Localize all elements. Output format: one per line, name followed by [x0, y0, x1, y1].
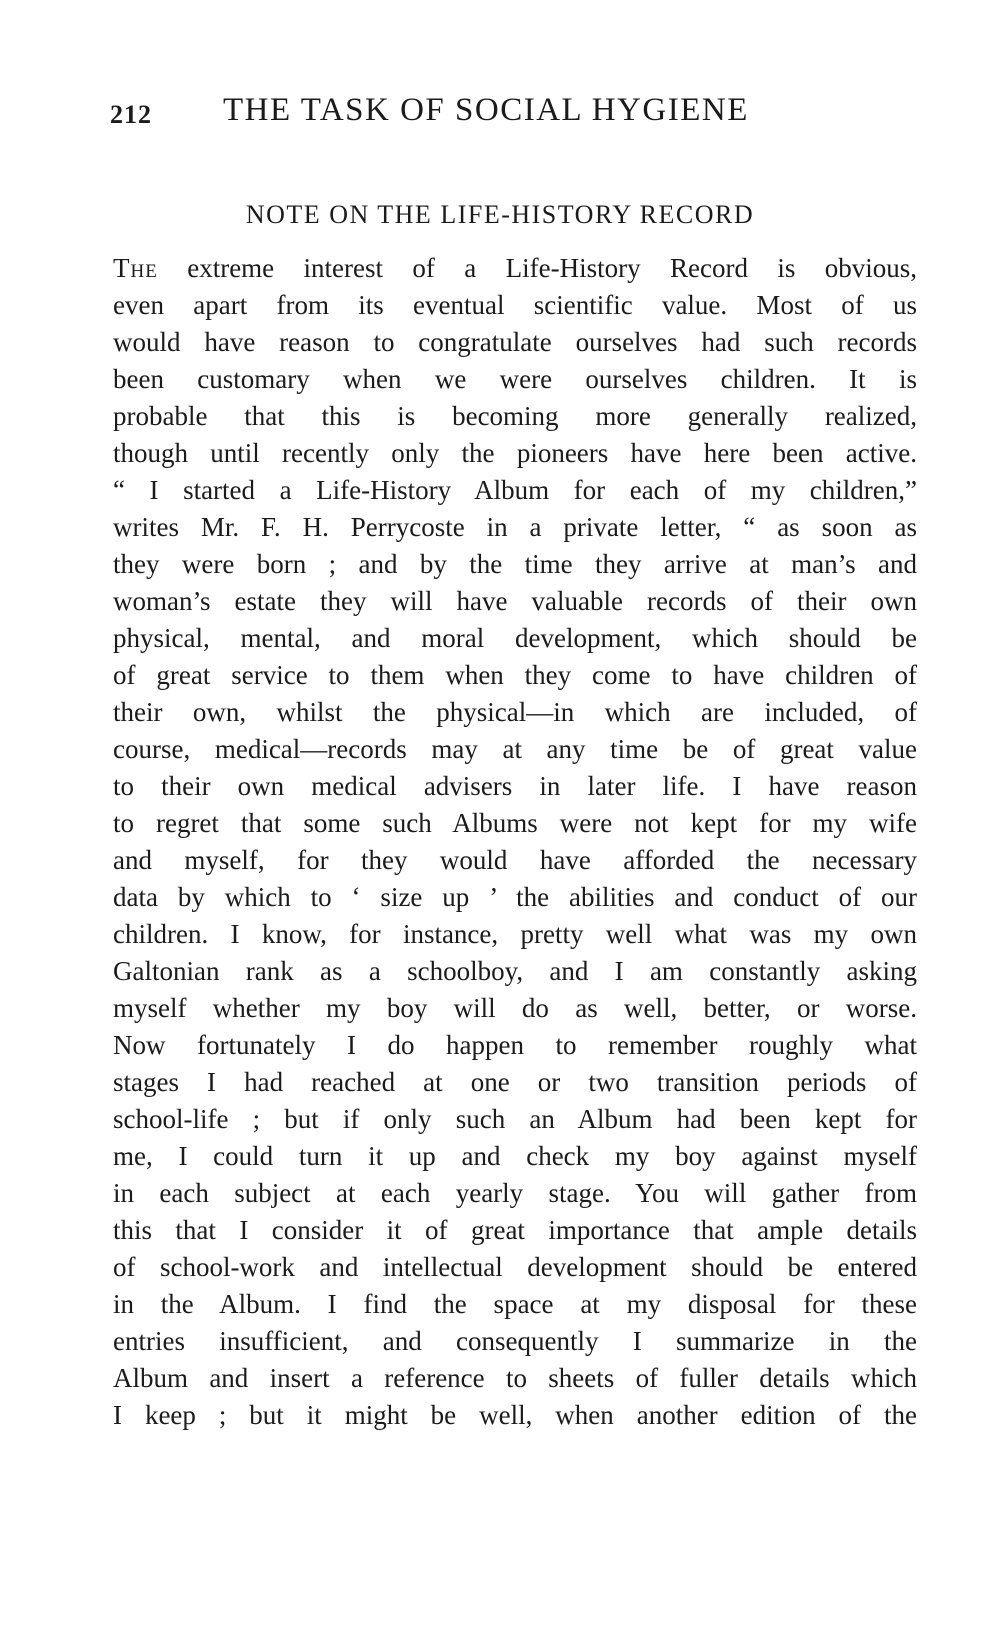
text-line: I keep ; but it might be well, when another edition of the	[113, 1400, 917, 1430]
text-line: in the Album. I find the space at my disposal for these	[113, 1289, 917, 1319]
text-line: this that I consider it of great importance that ample details	[113, 1215, 917, 1245]
text-line: even apart from its eventual scientific value. Most of us	[113, 290, 917, 320]
body-text	[113, 250, 917, 1434]
text-line: they were born ; and by the time they arrive at man’s and	[113, 549, 917, 579]
text-line: stages I had reached at one or two transition periods of	[113, 1067, 917, 1097]
text-line: data by which to ‘ size up ’ the abilities and conduct of our	[113, 882, 917, 912]
text-line: woman’s estate they will have valuable records of their own	[113, 586, 917, 616]
text-line	[113, 250, 917, 287]
text-line: children. I know, for instance, pretty well what was my own	[113, 919, 917, 949]
page-number: 212	[110, 100, 152, 129]
text-line: their own, whilst the physical—in which are included, of	[113, 697, 917, 727]
running-title: THE TASK OF SOCIAL HYGIENE	[223, 92, 749, 128]
text-line: Galtonian rank as a schoolboy, and I am constantly asking	[113, 956, 917, 986]
text-line: Now fortunately I do happen to remember roughly what	[113, 1030, 917, 1060]
lead-word: The	[113, 253, 158, 283]
text-line: and myself, for they would have afforded the necessary	[113, 845, 917, 875]
text-line: Album and insert a reference to sheets of fuller details which	[113, 1363, 917, 1393]
text-line-content: extreme interest of a Life-History Record is obvious,	[157, 253, 917, 283]
text-line: entries insufficient, and consequently I summarize in the	[113, 1326, 917, 1356]
text-line: me, I could turn it up and check my boy against myself	[113, 1141, 917, 1171]
text-line: of great service to them when they come to have children of	[113, 660, 917, 690]
text-line: to regret that some such Albums were not kept for my wife	[113, 808, 917, 838]
section-title: NOTE ON THE LIFE-HISTORY RECORD	[245, 200, 755, 229]
text-line: course, medical—records may at any time be of great value	[113, 734, 917, 764]
text-line: myself whether my boy will do as well, better, or worse.	[113, 993, 917, 1023]
text-line: writes Mr. F. H. Perrycoste in a private letter, “ as soon as	[113, 512, 917, 542]
running-head	[110, 92, 910, 142]
text-line: been customary when we were ourselves children. It is	[113, 364, 917, 394]
text-line: in each subject at each yearly stage. You will gather from	[113, 1178, 917, 1208]
text-line: physical, mental, and moral development, which should be	[113, 623, 917, 653]
text-line: to their own medical advisers in later life. I have reason	[113, 771, 917, 801]
text-line: would have reason to congratulate ourselves had such records	[113, 327, 917, 357]
text-line: of school-work and intellectual development should be entered	[113, 1252, 917, 1282]
text-line: school-life ; but if only such an Album had been kept for	[113, 1104, 917, 1134]
text-line: probable that this is becoming more generally realized,	[113, 401, 917, 431]
text-line: though until recently only the pioneers have here been active.	[113, 438, 917, 468]
text-line: “ I started a Life-History Album for each of my children,”	[113, 475, 917, 505]
